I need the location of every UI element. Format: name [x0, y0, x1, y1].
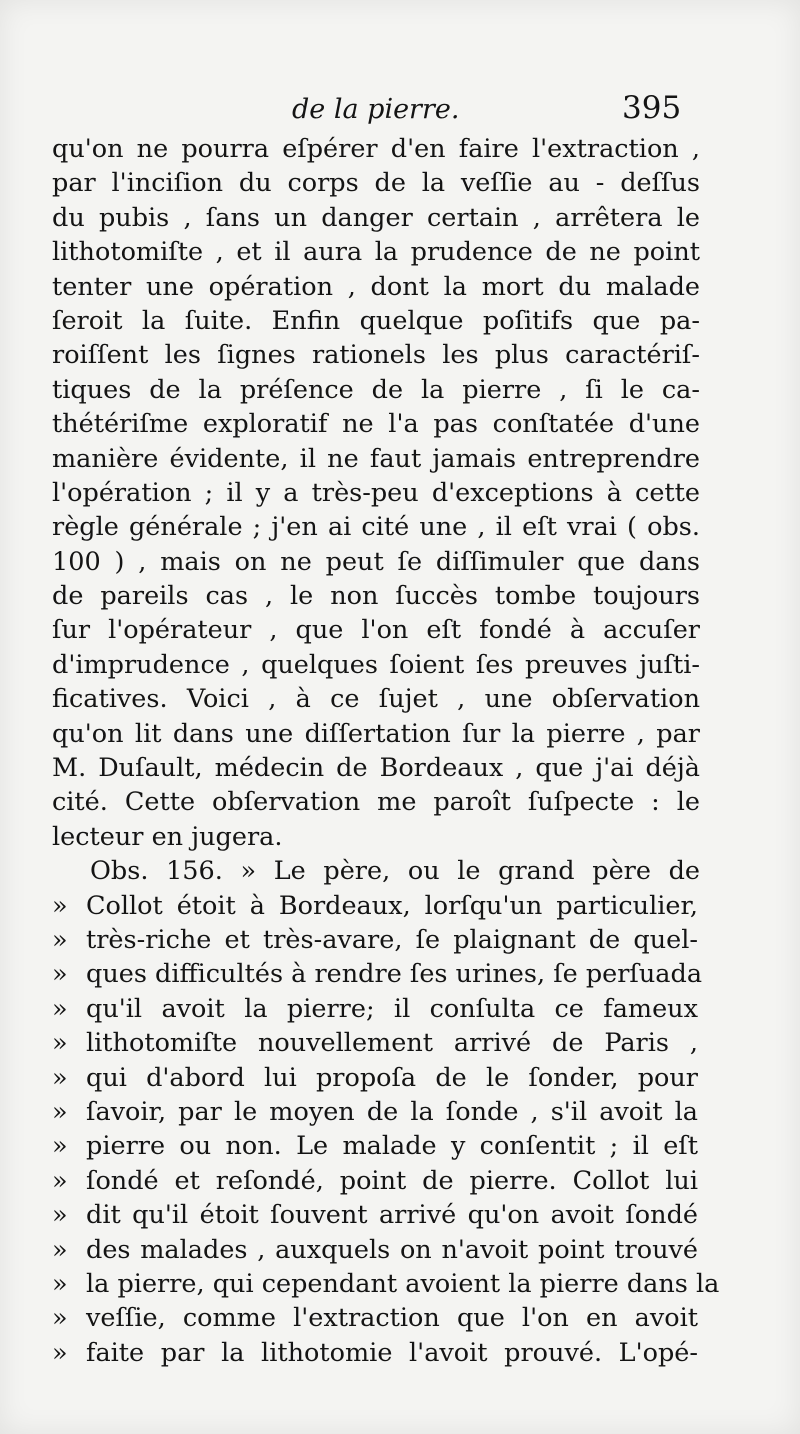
quote-mark: »	[52, 1200, 68, 1231]
quoted-line	[52, 1129, 700, 1163]
quoted-text: veſſie, comme l'extraction que l'on en avoit	[86, 1303, 698, 1334]
text-line: lithotomiſte , et il aura la prudence de ne point	[52, 237, 700, 268]
paragraph	[52, 132, 700, 854]
observation-first-line: Obs. 156. » Le père, ou le grand père de	[90, 856, 700, 887]
text-line: de pareils cas , le non ſuccès tombe toujours	[52, 581, 700, 612]
quote-mark: »	[52, 959, 68, 990]
quoted-line	[52, 889, 700, 923]
quoted-text: ques difficultés à rendre ſes urines, ſe perſuada	[86, 959, 703, 990]
quoted-text: des malades , auxquels on n'avoit point trouvé	[86, 1234, 698, 1265]
observation-paragraph	[52, 854, 720, 1370]
running-head: de la pierre.	[292, 94, 460, 125]
text-line: cité. Cette obſervation me paroît ſuſpecte : le	[52, 787, 700, 818]
quote-mark: »	[52, 924, 68, 955]
quoted-line	[52, 1164, 700, 1198]
text-line: M. Duſault, médecin de Bordeaux , que j'ai déjà	[52, 753, 700, 784]
quoted-line	[52, 957, 703, 991]
quoted-line	[52, 923, 700, 957]
quote-mark: »	[52, 890, 68, 921]
quoted-text: faite par la lithotomie l'avoit prouvé. L'opé-	[86, 1337, 698, 1368]
text-line: qu'on ne pourra eſpérer d'en faire l'extraction ,	[52, 134, 700, 164]
quoted-text: Collot étoit à Bordeaux, lorſqu'un particulier,	[86, 890, 698, 921]
quote-mark: »	[52, 1303, 68, 1334]
text-line: l'opération ; il y a très-peu d'exceptions à cette	[52, 477, 700, 508]
text-line: tiques de la préſence de la pierre , ſi le ca-	[52, 374, 700, 405]
page-number: 395	[622, 90, 682, 126]
quoted-line	[52, 1336, 700, 1370]
quote-mark: »	[52, 1028, 68, 1059]
body-text	[52, 132, 720, 1370]
quoted-line	[52, 1095, 700, 1129]
quote-mark: »	[52, 1234, 68, 1265]
quoted-line	[52, 1026, 700, 1060]
quote-mark: »	[52, 1062, 68, 1093]
text-line: manière évidente, il ne faut jamais entreprendre	[52, 443, 700, 474]
text-line: ficatives. Voici , à ce ſujet , une obſervation	[52, 684, 700, 715]
quoted-line	[52, 1267, 720, 1301]
text-line: d'imprudence , quelques ſoient ſes preuves juſti-	[52, 649, 700, 680]
quoted-line	[52, 992, 700, 1026]
quoted-text: la pierre, qui cependant avoient la pierre dans la	[86, 1268, 720, 1299]
quoted-line	[52, 1198, 700, 1232]
text-line: tenter une opération , dont la mort du malade	[52, 271, 700, 302]
quoted-text: très-riche et très-avare, ſe plaignant de quel-	[86, 924, 698, 955]
quoted-text: lithotomiſte nouvellement arrivé de Paris ,	[86, 1028, 698, 1059]
quoted-text: ſondé et reſondé, point de pierre. Collot lui	[86, 1165, 698, 1196]
quoted-line	[52, 1301, 700, 1335]
quoted-text: ſavoir, par le moyen de la ſonde , s'il avoit la	[86, 1096, 698, 1127]
text-line: ſur l'opérateur , que l'on eſt fondé à accuſer	[52, 615, 700, 646]
text-line: qu'on lit dans une diſſertation ſur la pierre , par	[52, 718, 700, 749]
quoted-line	[52, 1233, 700, 1267]
quoted-text: pierre ou non. Le malade y conſentit ; il eſt	[86, 1131, 698, 1162]
quote-mark: »	[52, 1165, 68, 1196]
quote-mark: »	[52, 1268, 68, 1299]
text-line: roiſſent les ſignes rationels les plus caractériſ-	[52, 340, 700, 371]
text-line: règle générale ; j'en ai cité une , il eſt vrai ( obs.	[52, 512, 700, 543]
text-line: du pubis , ſans un danger certain , arrêtera le	[52, 202, 700, 233]
quote-mark: »	[52, 1337, 68, 1368]
quote-mark: »	[52, 1131, 68, 1162]
quoted-text: qui d'abord lui propoſa de le ſonder, pour	[86, 1062, 698, 1093]
quote-mark: »	[52, 993, 68, 1024]
text-line: 100 ) , mais on ne peut ſe diſſimuler que dans	[52, 546, 700, 577]
text-line: thétériſme exploratif ne l'a pas conſtatée d'une	[52, 409, 700, 440]
page-header	[0, 88, 800, 132]
text-line: par l'inciſion du corps de la veſſie au - deſſus	[52, 168, 700, 199]
text-line: lecteur en jugera.	[52, 821, 283, 852]
text-line: ſeroit la ſuite. Enfin quelque poſitifs que pa-	[52, 305, 700, 336]
quoted-line	[52, 1061, 700, 1095]
quoted-text: qu'il avoit la pierre; il conſulta ce fameux	[86, 993, 698, 1024]
quote-mark: »	[52, 1096, 68, 1127]
quoted-text: dit qu'il étoit ſouvent arrivé qu'on avoit ſondé	[86, 1200, 698, 1231]
